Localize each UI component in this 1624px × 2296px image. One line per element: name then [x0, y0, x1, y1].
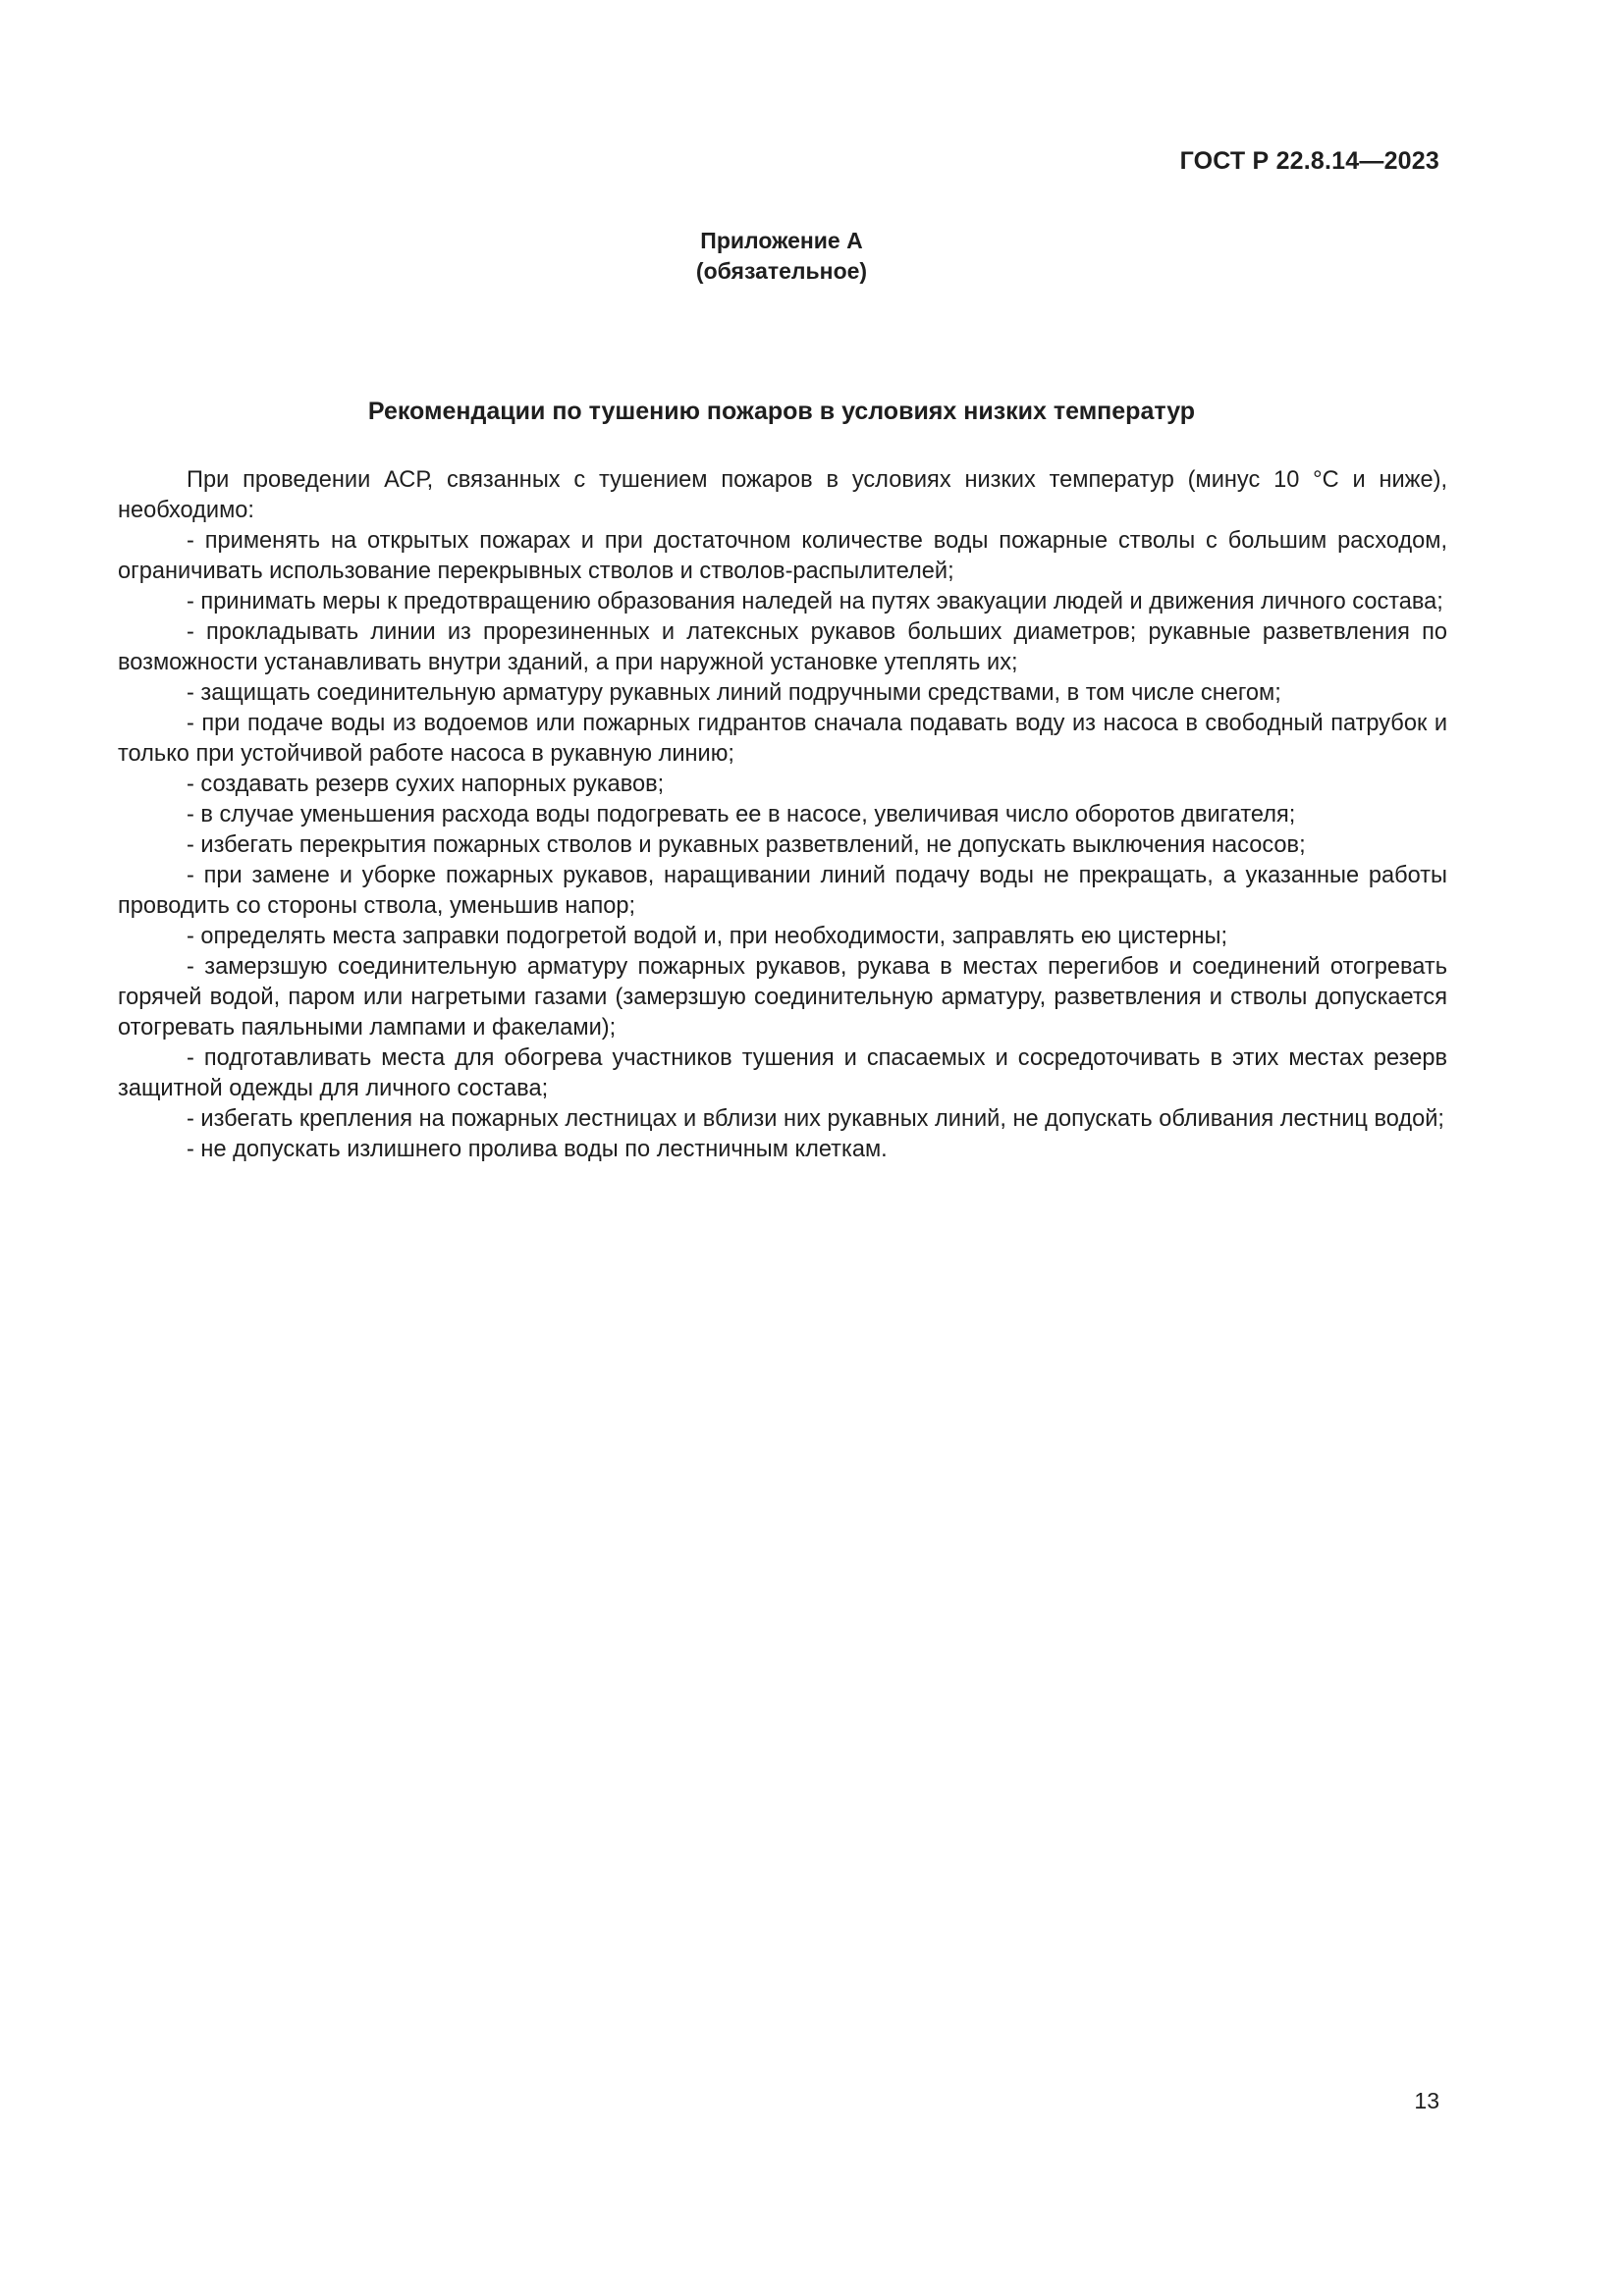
section-title: Рекомендации по тушению пожаров в условиях низких температур [367, 398, 1196, 425]
list-item: - принимать меры к предотвращению образования наледей на путях эвакуации людей и движения личного состава; [187, 589, 1443, 614]
list-item: - подготавливать места для обогрева участников тушения и спасаемых и сосредоточивать в этих местах резерв защитной одежды для личного состава; [118, 1045, 1447, 1101]
list-item: - избегать перекрытия пожарных стволов и рукавных разветвлений, не допускать выключения насосов; [187, 832, 1306, 858]
list-item: - избегать крепления на пожарных лестницах и вблизи них рукавных линий, не допускать обливания лестниц водой; [187, 1106, 1444, 1132]
list-item: - прокладывать линии из прорезиненных и латексных рукавов больших диаметров; рукавные разветвления по возможности устанавливать внутри зданий, а при наружной установке утеплять их; [118, 619, 1447, 675]
appendix-title: Приложение А [700, 228, 863, 253]
list-item: - не допускать излишнего пролива воды по лестничным клеткам. [187, 1137, 888, 1162]
list-item: - замерзшую соединительную арматуру пожарных рукавов, рукава в местах перегибов и соединений отогревать горячей водой, паром или нагретыми газами (замерзшую соединительную арматуру, разветвления и стволы допускается отогревать паяльными лампами и факелами); [118, 954, 1447, 1041]
list-item: - при замене и уборке пожарных рукавов, наращивании линий подачу воды не прекращать, а указанные работы проводить со стороны ствола, уменьшив напор; [118, 863, 1447, 919]
list-item: - определять места заправки подогретой водой и, при необходимости, заправлять ею цистерны; [187, 924, 1228, 949]
list-item: - применять на открытых пожарах и при достаточном количестве воды пожарные стволы с большим расходом, ограничивать использование перекрывных стволов и стволов-распылителей; [118, 528, 1447, 584]
intro-paragraph: При проведении АСР, связанных с тушением пожаров в условиях низких температур (минус 10 °С и ниже), необходимо: [118, 467, 1447, 523]
list-item: - защищать соединительную арматуру рукавных линий подручными средствами, в том числе снегом; [187, 680, 1281, 706]
appendix-heading [0, 226, 1563, 287]
body-text [118, 465, 1447, 1165]
document-code: ГОСТ Р 22.8.14—2023 [1179, 147, 1439, 175]
list-item: - при подаче воды из водоемов или пожарных гидрантов сначала подавать воду из насоса в свободный патрубок и только при устойчивой работе насоса в рукавную линию; [118, 711, 1447, 767]
appendix-status: (обязательное) [695, 258, 868, 284]
list-item: - в случае уменьшения расхода воды подогревать ее в насосе, увеличивая число оборотов двигателя; [187, 802, 1296, 828]
page-number: 13 [1414, 2088, 1439, 2113]
list-item: - создавать резерв сухих напорных рукавов; [187, 772, 665, 797]
